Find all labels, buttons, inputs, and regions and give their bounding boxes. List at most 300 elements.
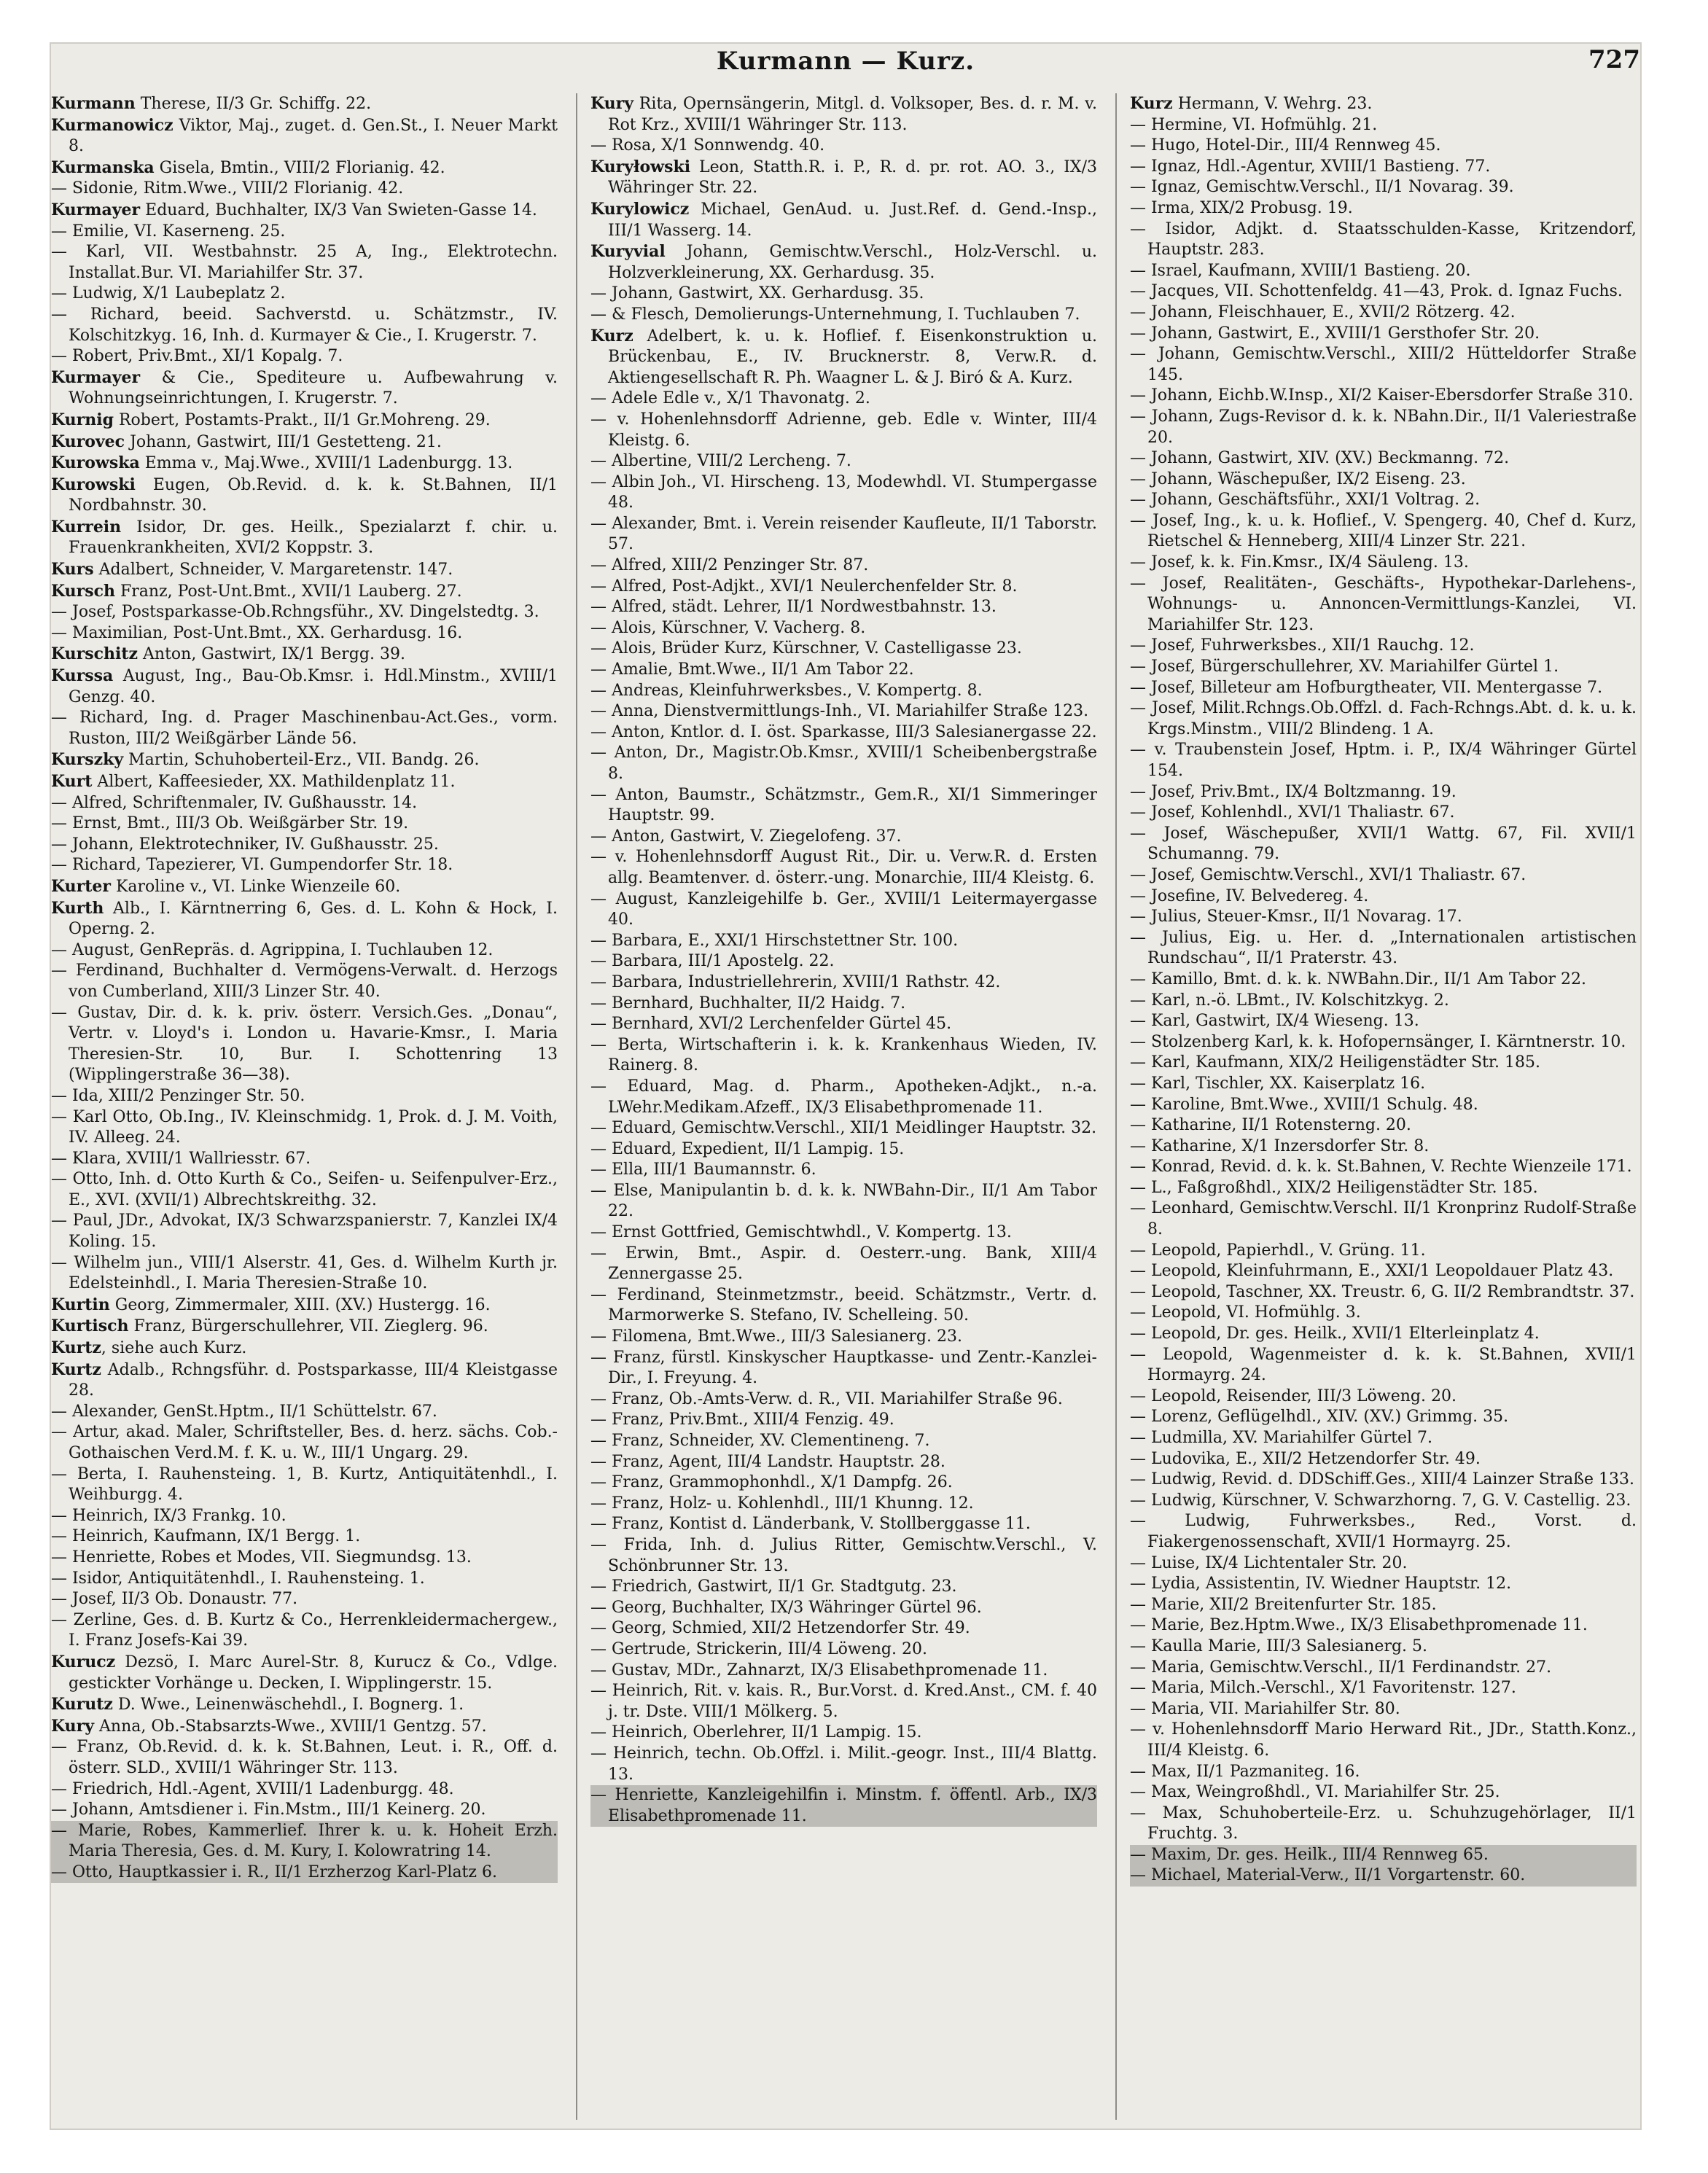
- entry-text: — v. Hohenlehnsdorff Adrienne, geb. Edle v. Winter, III/4 Kleistg. 6.: [590, 410, 1097, 450]
- entry-text: — Maxim, Dr. ges. Heilk., III/4 Rennweg 65.: [1130, 1845, 1489, 1864]
- directory-entry: [590, 827, 1097, 848]
- column-divider: [1115, 93, 1117, 2120]
- entry-text: — Ferdinand, Steinmetzmstr., beeid. Schätzmstr., Vertr. d. Marmorwerke S. Stefano, IV. Schelleing. 50.: [590, 1285, 1097, 1325]
- entry-surname: Kurssa: [51, 666, 114, 686]
- directory-entry: [590, 199, 1097, 241]
- directory-entry: [590, 472, 1097, 514]
- entry-text: — Julius, Eig. u. Her. d. „Internationalen artistischen Rundschau“, II/1 Praterstr. 43.: [1130, 928, 1637, 968]
- directory-entry: [590, 972, 1097, 994]
- entry-text: — Ella, III/1 Baumannstr. 6.: [590, 1160, 816, 1179]
- directory-entry: [1130, 448, 1637, 469]
- entry-text: — Johann, Geschäftsführ., XXI/1 Voltrag. 2.: [1130, 491, 1481, 510]
- entry-text: — Henriette, Robes et Modes, VII. Siegmundsg. 13.: [51, 1548, 472, 1567]
- entry-text: — Amalie, Bmt.Wwe., II/1 Am Tabor 22.: [590, 660, 914, 679]
- entry-text: — Eduard, Expedient, II/1 Lampig. 15.: [590, 1139, 905, 1158]
- entry-text: — Alois, Brüder Kurz, Kürschner, V. Castelligasse 23.: [590, 639, 1022, 658]
- directory-entry: [1130, 803, 1637, 824]
- entry-text: — Georg, Schmied, XII/2 Hetzendorfer Str. 49.: [590, 1619, 970, 1638]
- directory-entry: [1130, 1720, 1637, 1761]
- entry-surname: Kurucz: [51, 1652, 116, 1671]
- entry-text: Georg, Zimmermaler, XIII. (XV.) Hustergg. 16.: [109, 1295, 491, 1314]
- entry-text: — v. Traubenstein Josef, Hptm. i. P., IX/4 Währinger Gürtel 154.: [1130, 741, 1637, 780]
- directory-entry: [590, 136, 1097, 157]
- directory-entry: [1130, 865, 1637, 886]
- entry-text: Leon, Statth.R. i. P., R. d. pr. rot. AO. 3., IX/3 Währinger Str. 22.: [608, 157, 1097, 198]
- entry-text: — Berta, I. Rauhensteing. 1, B. Kurtz, Antiquitätenhdl., I. Weihburgg. 4.: [51, 1464, 558, 1505]
- directory-entry: [51, 940, 558, 961]
- directory-entry: [590, 660, 1097, 681]
- entry-text: Adalb., Rchngsführ. d. Postsparkasse, III/4 Kleistgasse 28.: [69, 1360, 558, 1400]
- entry-surname: Kuryłowski: [590, 157, 691, 176]
- directory-entry: [1130, 1803, 1637, 1845]
- directory-entry: [590, 1348, 1097, 1389]
- directory-entry: [51, 346, 558, 367]
- entry-text: — Josefine, IV. Belvedereg. 4.: [1130, 886, 1369, 905]
- entry-text: — Josef, Realitäten-, Geschäfts-, Hypothekar-Darlehens-, Wohnungs- u. Annoncen-Vermittlungs-Kanzlei, VI. Mariahilfer Str. 123.: [1130, 574, 1637, 634]
- directory-entry: [1130, 1074, 1637, 1095]
- directory-entry: [51, 602, 558, 623]
- directory-entry: [1130, 782, 1637, 803]
- entry-text: Albert, Kaffeesieder, XX. Mathildenplatz 11.: [92, 773, 456, 791]
- directory-entry: [1130, 1678, 1637, 1699]
- entry-text: — Maria, Milch.-Verschl., X/1 Favoritenstr. 127.: [1130, 1679, 1516, 1698]
- directory-entry: [51, 93, 558, 115]
- directory-entry: [590, 597, 1097, 618]
- entry-text: Robert, Postamts-Prakt., II/1 Gr.Mohreng. 29.: [113, 410, 491, 429]
- directory-entry: [1130, 1282, 1637, 1303]
- directory-entry: [590, 555, 1097, 577]
- entry-text: Eduard, Buchhalter, IX/3 Van Swieten-Gasse 14.: [140, 200, 537, 219]
- directory-entry: [51, 179, 558, 200]
- entry-text: — Josef, Priv.Bmt., IX/4 Boltzmanng. 19.: [1130, 782, 1457, 801]
- directory-entry: [590, 1785, 1097, 1827]
- directory-entry: [1130, 1261, 1637, 1282]
- directory-entry: [590, 1160, 1097, 1181]
- directory-entry: [1130, 324, 1637, 345]
- entry-text: — Lorenz, Geflügelhdl., XIV. (XV.) Grimmg. 35.: [1130, 1408, 1509, 1427]
- directory-entry: [590, 722, 1097, 744]
- directory-entry: [51, 814, 558, 835]
- directory-entry: [51, 771, 558, 793]
- directory-entry: [590, 1639, 1097, 1661]
- directory-entry: [1130, 344, 1637, 386]
- entry-text: — Johann, Gemischtw.Verschl., XIII/2 Hütteldorfer Straße 145.: [1130, 345, 1637, 384]
- entry-text: — Ludwig, X/1 Laubeplatz 2.: [51, 284, 286, 303]
- entry-text: — Rosa, X/1 Sonnwendg. 40.: [590, 136, 825, 155]
- directory-entry: [51, 1694, 558, 1716]
- directory-entry: [51, 855, 558, 876]
- entry-surname: Kurszky: [51, 750, 124, 770]
- directory-entry: [590, 1681, 1097, 1723]
- directory-entry: [1130, 219, 1637, 261]
- entry-text: — Barbara, III/1 Apostelg. 22.: [590, 952, 835, 971]
- directory-entry: [1130, 1658, 1637, 1679]
- directory-entry: [590, 1139, 1097, 1160]
- directory-entry: [51, 666, 558, 708]
- directory-entry: [1130, 1782, 1637, 1803]
- directory-entry: [590, 410, 1097, 451]
- entry-text: Anton, Gastwirt, IX/1 Bergg. 39.: [138, 645, 405, 664]
- entry-text: , siehe auch Kurz.: [101, 1339, 247, 1358]
- directory-entry: [590, 241, 1097, 284]
- entry-text: — Leopold, VI. Hofmühlg. 3.: [1130, 1303, 1361, 1322]
- entry-text: — Zerline, Ges. d. B. Kurtz & Co., Herrenkleidermachergew., I. Franz Josefs-Kai 39.: [51, 1610, 558, 1650]
- entry-text: — Alfred, XIII/2 Penzinger Str. 87.: [590, 556, 869, 575]
- directory-entry: [1130, 511, 1637, 553]
- entry-text: Johann, Gemischtw.Verschl., Holz-Verschl. u. Holzverkleinerung, XX. Gerhardusg. 35.: [608, 243, 1097, 282]
- entry-text: — Maria, Gemischtw.Verschl., II/1 Ferdinandstr. 27.: [1130, 1658, 1552, 1677]
- column-divider: [576, 93, 577, 2120]
- directory-entry: [51, 1211, 558, 1252]
- directory-entry: [51, 1526, 558, 1548]
- directory-entry: [590, 514, 1097, 555]
- entry-text: — Leonhard, Gemischtw.Verschl. II/1 Kronprinz Rudolf-Straße 8.: [1130, 1199, 1637, 1239]
- directory-entry: [590, 1744, 1097, 1785]
- directory-entry: [1130, 303, 1637, 324]
- entry-text: — Franz, fürstl. Kinskyscher Hauptkasse- und Zentr.-Kanzlei-Dir., I. Freyung. 4.: [590, 1348, 1097, 1388]
- entry-text: — Hermine, VI. Hofmühlg. 21.: [1130, 115, 1378, 134]
- directory-entry: [1130, 657, 1637, 678]
- directory-entry: [51, 305, 558, 346]
- entry-text: — Maria, VII. Mariahilfer Str. 80.: [1130, 1699, 1400, 1718]
- entry-text: — Jacques, VII. Schottenfeldg. 41—43, Prok. d. Ignaz Fuchs.: [1130, 282, 1623, 301]
- entry-text: — Gertrude, Strickerin, III/4 Löweng. 20.: [590, 1639, 927, 1658]
- directory-entry: [51, 581, 558, 603]
- entry-text: — Kamillo, Bmt. d. k. k. NWBahn.Dir., II/1 Am Tabor 22.: [1130, 970, 1586, 988]
- entry-text: — Artur, akad. Maler, Schriftsteller, Bes. d. herz. sächs. Cob.-Gothaischen Verd.M. f. K. u. W., III/1 Ungarg. 29.: [51, 1423, 558, 1462]
- entry-text: — Heinrich, techn. Ob.Offzl. i. Milit.-geogr. Inst., III/4 Blattg. 13.: [590, 1744, 1097, 1784]
- directory-entry: [1130, 490, 1637, 511]
- directory-entry: [590, 931, 1097, 952]
- entry-text: — Max, Weingroßhdl., VI. Mariahilfer Str. 25.: [1130, 1783, 1500, 1802]
- entry-text: — Karl, Gastwirt, IX/4 Wieseng. 13.: [1130, 1012, 1419, 1031]
- entry-text: — Marie, XII/2 Breitenfurter Str. 185.: [1130, 1595, 1437, 1614]
- entry-surname: Kurowski: [51, 475, 136, 494]
- entry-text: D. Wwe., Leinenwäschehdl., I. Bognerg. 1.: [112, 1696, 464, 1714]
- directory-entry: [51, 1610, 558, 1652]
- entry-text: — Wilhelm jun., VIII/1 Alserstr. 41, Ges. d. Wilhelm Kurth jr. Edelsteinhdl., I. Maria Theresien-Straße 10.: [51, 1253, 558, 1293]
- entry-text: — Albertine, VIII/2 Lercheng. 7.: [590, 452, 851, 471]
- directory-entry: [51, 1253, 558, 1295]
- directory-entry: [1130, 177, 1637, 198]
- entry-text: Gisela, Bmtin., VIII/2 Florianig. 42.: [154, 158, 445, 177]
- directory-entry: [590, 1181, 1097, 1222]
- directory-entry: [1130, 1136, 1637, 1158]
- directory-entry: [51, 115, 558, 157]
- directory-entry: [1130, 1449, 1637, 1470]
- directory-entry: [1130, 886, 1637, 908]
- entry-text: — Ludwig, Revid. d. DDSchiff.Ges., XIII/4 Lainzer Straße 133.: [1130, 1470, 1634, 1489]
- entry-text: — Josef, Milit.Rchngs.Ob.Offzl. d. Fach-Rchngs.Abt. d. k. u. k. Krgs.Minstm., VIII/2 Blindeng. 1 A.: [1130, 699, 1637, 738]
- entry-text: — Anton, Dr., Magistr.Ob.Kmsr., XVIII/1 Scheibenbergstraße 8.: [590, 744, 1097, 783]
- directory-entry: [590, 1431, 1097, 1452]
- running-head: Kurmann — Kurz.: [716, 47, 975, 76]
- entry-surname: Kurtin: [51, 1295, 110, 1314]
- directory-entry: [1130, 1428, 1637, 1449]
- directory-entry: [590, 1118, 1097, 1139]
- entry-text: — Ludmilla, XV. Mariahilfer Gürtel 7.: [1130, 1429, 1432, 1447]
- entry-surname: Kurmanowicz: [51, 115, 173, 135]
- directory-entry: [590, 577, 1097, 598]
- directory-entry: [51, 157, 558, 179]
- entry-text: Michael, GenAud. u. Just.Ref. d. Gend.-Insp., III/1 Wasserg. 14.: [608, 200, 1097, 240]
- directory-entry: [51, 475, 558, 517]
- entry-text: Isidor, Dr. ges. Heilk., Spezialarzt f. chir. u. Frauenkrankheiten, XVI/2 Koppstr. 3.: [69, 518, 558, 558]
- entry-text: — Otto, Inh. d. Otto Kurth & Co., Seifen- u. Seifenpulver-Erz., E., XVI. (XVII/1) Albrechtskreithg. 32.: [51, 1170, 558, 1209]
- directory-entry: [51, 1359, 558, 1402]
- column-1: [51, 93, 558, 2120]
- directory-entry: [51, 1506, 558, 1527]
- directory-entry: [51, 1003, 558, 1086]
- entry-text: — Irma, XIX/2 Probusg. 19.: [1130, 198, 1353, 217]
- entry-surname: Kurmayer: [51, 200, 141, 219]
- directory-entry: [1130, 740, 1637, 781]
- entry-text: Martin, Schuhoberteil-Erz., VII. Bandg. 26.: [123, 751, 480, 770]
- entry-text: — Josef, Billeteur am Hofburgtheater, VII. Mentergasse 7.: [1130, 678, 1603, 697]
- entry-text: — Karl, n.-ö. LBmt., IV. Kolschitzkyg. 2.: [1130, 991, 1449, 1010]
- directory-entry: [590, 1014, 1097, 1035]
- entry-text: — Franz, Schneider, XV. Clementineng. 7.: [590, 1432, 930, 1450]
- entry-surname: Kurowska: [51, 453, 140, 473]
- directory-entry: [590, 93, 1097, 136]
- directory-entry: [1130, 1491, 1637, 1512]
- directory-entry: [51, 1295, 558, 1316]
- directory-entry: [590, 1244, 1097, 1285]
- entry-text: — Isidor, Antiquitätenhdl., I. Rauhensteing. 1.: [51, 1569, 425, 1588]
- directory-entry: [51, 1589, 558, 1610]
- directory-entry: [1130, 1386, 1637, 1408]
- entry-text: — Gustav, MDr., Zahnarzt, IX/3 Elisabethpromenade 11.: [590, 1661, 1048, 1680]
- entry-text: — Franz, Agent, III/4 Landstr. Hauptstr. 28.: [590, 1452, 945, 1471]
- directory-entry: [1130, 1865, 1637, 1887]
- entry-text: — Richard, beeid. Sachverstd. u. Schätzmstr., IV. Kolschitzkyg. 16, Inh. d. Kurmayer & Cie., I. Krugerstr. 7.: [51, 305, 558, 345]
- directory-entry: [1130, 1511, 1637, 1553]
- directory-entry: [1130, 636, 1637, 657]
- entry-text: Karoline v., VI. Linke Wienzeile 60.: [110, 877, 401, 896]
- directory-entry: [51, 410, 558, 432]
- entry-surname: Kurz: [590, 326, 633, 346]
- entry-text: — Franz, Kontist d. Länderbank, V. Stollberggasse 11.: [590, 1515, 1031, 1534]
- directory-entry: [51, 1716, 558, 1738]
- directory-entry: [1130, 991, 1637, 1012]
- entry-text: — Georg, Buchhalter, IX/3 Währinger Gürtel 96.: [590, 1598, 982, 1617]
- entry-text: — Konrad, Revid. d. k. k. St.Bahnen, V. Rechte Wienzeile 171.: [1130, 1158, 1632, 1177]
- entry-text: — L., Faßgroßhdl., XIX/2 Heiligenstädter Str. 185.: [1130, 1178, 1538, 1197]
- entry-text: — Franz, Holz- u. Kohlenhdl., III/1 Khunng. 12.: [590, 1494, 974, 1513]
- directory-entry: [590, 1077, 1097, 1118]
- directory-entry: [1130, 678, 1637, 699]
- directory-entry: [51, 644, 558, 666]
- directory-entry: [590, 1472, 1097, 1494]
- directory-entry: [590, 1222, 1097, 1244]
- entry-text: Franz, Post-Unt.Bmt., XVII/1 Lauberg. 27.: [115, 582, 462, 601]
- directory-entry: [1130, 1345, 1637, 1386]
- directory-entry: [1130, 1095, 1637, 1116]
- entry-text: — Marie, Bez.Hptm.Wwe., IX/3 Elisabethpromenade 11.: [1130, 1616, 1588, 1635]
- entry-text: — Katharine, X/1 Inzersdorfer Str. 8.: [1130, 1136, 1430, 1155]
- directory-entry: [1130, 386, 1637, 407]
- entry-surname: Kurschitz: [51, 644, 139, 664]
- entry-text: — Ignaz, Hdl.-Agentur, XVIII/1 Bastieng. 77.: [1130, 157, 1491, 176]
- entry-text: — Johann, Wäschepußer, IX/2 Eiseng. 23.: [1130, 469, 1466, 488]
- directory-entry: [590, 1410, 1097, 1431]
- directory-entry: [590, 305, 1097, 326]
- directory-entry: [1130, 157, 1637, 178]
- directory-entry: [51, 1548, 558, 1569]
- directory-entry: [1130, 1762, 1637, 1783]
- entry-text: — Josef, k. k. Fin.Kmsr., IX/4 Säuleng. 13.: [1130, 553, 1469, 572]
- entry-text: — Paul, JDr., Advokat, IX/3 Schwarzspanierstr. 7, Kanzlei IX/4 Koling. 15.: [51, 1212, 558, 1252]
- directory-entry: [51, 1338, 558, 1359]
- entry-text: — Anna, Dienstvermittlungs-Inh., VI. Mariahilfer Straße 123.: [590, 702, 1089, 721]
- column-2: [590, 93, 1097, 2120]
- directory-entry: [51, 835, 558, 856]
- entry-surname: Kury: [51, 1716, 95, 1736]
- entry-text: — Leopold, Wagenmeister d. k. k. St.Bahnen, XVII/1 Hormayrg. 24.: [1130, 1345, 1637, 1385]
- directory-entry: [51, 708, 558, 749]
- entry-text: — Josef, Kohlenhdl., XVI/1 Thaliastr. 67.: [1130, 803, 1455, 822]
- directory-entry: [51, 1652, 558, 1694]
- directory-entry: [51, 1779, 558, 1801]
- entry-text: — August, Kanzleigehilfe b. Ger., XVIII/1 Leitermayergasse 40.: [590, 889, 1097, 929]
- directory-entry: [51, 367, 558, 410]
- directory-entry: [1130, 281, 1637, 303]
- entry-text: — Luise, IX/4 Lichtentaler Str. 20.: [1130, 1553, 1408, 1572]
- entry-text: — Josef, Fuhrwerksbes., XII/1 Rauchg. 12.: [1130, 636, 1475, 655]
- entry-text: — Heinrich, IX/3 Frankg. 10.: [51, 1506, 286, 1525]
- entry-text: — Marie, Robes, Kammerlief. Ihrer k. u. k. Hoheit Erzh. Maria Theresia, Ges. d. M. Kury, I. Kolowratring 14.: [51, 1821, 558, 1861]
- directory-entry: [1130, 1303, 1637, 1324]
- directory-entry: [590, 1035, 1097, 1077]
- directory-entry: [51, 793, 558, 814]
- entry-text: Viktor, Maj., zuget. d. Gen.St., I. Neuer Markt 8.: [69, 116, 558, 156]
- entry-text: — Frida, Inh. d. Julius Ritter, Gemischtw.Verschl., V. Schönbrunner Str. 13.: [590, 1535, 1097, 1575]
- directory-entry: [1130, 1574, 1637, 1595]
- directory-entry: [1130, 1470, 1637, 1491]
- entry-text: — Leopold, Taschner, XX. Treustr. 6, G. II/2 Rembrandtstr. 37.: [1130, 1282, 1635, 1301]
- entry-surname: Kurylowicz: [590, 199, 690, 219]
- entry-surname: Kurtz: [51, 1338, 101, 1358]
- entry-text: — Johann, Amtsdiener i. Fin.Mstm., III/1 Keinerg. 20.: [51, 1801, 486, 1819]
- directory-entry: [51, 1149, 558, 1170]
- entry-text: — Michael, Material-Verw., II/1 Vorgartenstr. 60.: [1130, 1866, 1526, 1885]
- directory-entry: [1130, 1115, 1637, 1136]
- directory-entry: [1130, 1241, 1637, 1262]
- entry-text: — Eduard, Gemischtw.Verschl., XII/1 Meidlinger Hauptstr. 32.: [590, 1119, 1097, 1138]
- directory-entry: [590, 326, 1097, 389]
- entry-surname: Kurz: [1130, 94, 1173, 113]
- directory-entry: [1130, 1157, 1637, 1178]
- directory-entry: [590, 743, 1097, 784]
- directory-entry: [51, 749, 558, 771]
- directory-entry: [590, 1535, 1097, 1577]
- entry-text: — Barbara, E., XXI/1 Hirschstettner Str. 100.: [590, 931, 959, 950]
- directory-entry: [1130, 698, 1637, 740]
- entry-surname: Kury: [590, 94, 634, 113]
- directory-entry: [1130, 261, 1637, 282]
- entry-text: — Robert, Priv.Bmt., XI/1 Kopalg. 7.: [51, 347, 343, 366]
- directory-entry: [1130, 1595, 1637, 1616]
- directory-entry: [1130, 1615, 1637, 1636]
- entry-text: — Stolzenberg Karl, k. k. Hofopernsänger, I. Kärntnerstr. 10.: [1130, 1032, 1626, 1051]
- directory-entry: [1130, 1324, 1637, 1345]
- entry-surname: Kurth: [51, 898, 104, 918]
- entry-text: — Isidor, Adjkt. d. Staatsschulden-Kasse, Kritzendorf, Hauptstr. 283.: [1130, 219, 1637, 260]
- directory-entry: [590, 451, 1097, 472]
- entry-text: — Gustav, Dir. d. k. k. priv. österr. Versich.Ges. „Donau“, Vertr. v. Lloyd's i. London u. Havarie-Kmsr., I. Maria Theresien-Str. 10, Bur. I. Schottenring 13 (Wipplingerstraße 36—38).: [51, 1003, 558, 1085]
- entry-text: Alb., I. Kärntnerring 6, Ges. d. L. Kohn & Hock, I. Operng. 2.: [69, 899, 558, 939]
- entry-surname: Kurmann: [51, 94, 136, 113]
- directory-entry: [590, 994, 1097, 1015]
- entry-text: — Ludwig, Kürschner, V. Schwarzhorng. 7, G. V. Castellig. 23.: [1130, 1491, 1631, 1510]
- entry-text: Eugen, Ob.Revid. d. k. k. St.Bahnen, II/1 Nordbahnstr. 30.: [69, 475, 558, 515]
- directory-entry: [51, 1169, 558, 1211]
- directory-entry: [590, 847, 1097, 889]
- directory-entry: [590, 618, 1097, 639]
- directory-entry: [51, 1569, 558, 1590]
- entry-text: — Julius, Steuer-Kmsr., II/1 Novarag. 17.: [1130, 908, 1462, 926]
- entry-text: — Alfred, Schriftenmaler, IV. Gußhausstr. 14.: [51, 793, 418, 812]
- directory-entry: [590, 1494, 1097, 1515]
- entry-text: — Johann, Gastwirt, E., XVIII/1 Gersthofer Str. 20.: [1130, 324, 1540, 343]
- directory-entry: [590, 1514, 1097, 1535]
- directory-entry: [51, 222, 558, 243]
- entry-text: Dezsö, I. Marc Aurel-Str. 8, Kurucz & Co., Vdlge. gestickter Vorhänge u. Decken, I. Wipplingerstr. 15.: [69, 1653, 558, 1693]
- entry-text: — August, GenRepräs. d. Agrippina, I. Tuchlauben 12.: [51, 940, 494, 959]
- directory-entry: [51, 898, 558, 940]
- entry-text: — Ernst, Bmt., III/3 Ob. Weißgärber Str. 19.: [51, 814, 409, 833]
- entry-text: — Karl Otto, Ob.Ing., IV. Kleinschmidg. 1, Prok. d. J. M. Voith, IV. Alleeg. 24.: [51, 1107, 558, 1147]
- directory-entry: [590, 1327, 1097, 1348]
- directory-entry: [51, 1316, 558, 1338]
- entry-text: — Friedrich, Gastwirt, II/1 Gr. Stadtgutg. 23.: [590, 1577, 957, 1596]
- directory-entry: [590, 1618, 1097, 1639]
- entry-text: Hermann, V. Wehrg. 23.: [1172, 95, 1373, 113]
- entry-text: — Johann, Zugs-Revisor d. k. k. NBahn.Dir., II/1 Valeriestraße 20.: [1130, 407, 1637, 447]
- entry-text: — Josef, Postsparkasse-Ob.Rchngsführ., XV. Dingelstedtg. 3.: [51, 603, 539, 622]
- directory-entry: [1130, 407, 1637, 448]
- entry-surname: Kurmayer: [51, 367, 141, 387]
- directory-entry: [51, 1107, 558, 1149]
- entry-text: — Johann, Fleischhauer, E., XVII/2 Rötzerg. 42.: [1130, 303, 1516, 321]
- entry-text: — Alfred, städt. Lehrer, II/1 Nordwestbahnstr. 13.: [590, 598, 997, 617]
- directory-entry: [590, 681, 1097, 702]
- entry-text: — Richard, Ing. d. Prager Maschinenbau-Act.Ges., vorm. Ruston, III/2 Weißgärber Lände 56.: [51, 709, 558, 748]
- directory-entry: [51, 200, 558, 222]
- entry-text: Johann, Gastwirt, III/1 Gestetteng. 21.: [125, 432, 442, 451]
- entry-text: — Josef, Gemischtw.Verschl., XVI/1 Thaliastr. 67.: [1130, 865, 1526, 884]
- directory-entry: [590, 701, 1097, 722]
- entry-text: — Josef, II/3 Ob. Donaustr. 77.: [51, 1590, 298, 1609]
- entry-text: — Heinrich, Kaufmann, IX/1 Bergg. 1.: [51, 1527, 361, 1546]
- directory-entry: [1130, 1636, 1637, 1658]
- entry-text: — Leopold, Reisender, III/3 Löweng. 20.: [1130, 1386, 1457, 1405]
- entry-text: Therese, II/3 Gr. Schiffg. 22.: [135, 95, 372, 113]
- directory-entry: [51, 876, 558, 898]
- entry-text: — Josef, Bürgerschullehrer, XV. Mariahilfer Gürtel 1.: [1130, 658, 1559, 676]
- entry-text: — Heinrich, Oberlehrer, II/1 Lampig. 15.: [590, 1723, 922, 1742]
- entry-text: — Lydia, Assistentin, IV. Wiedner Hauptstr. 12.: [1130, 1575, 1512, 1593]
- directory-entry: [1130, 93, 1637, 115]
- directory-entry: [1130, 970, 1637, 991]
- directory-entry: [51, 432, 558, 453]
- directory-entry: [51, 1402, 558, 1423]
- entry-text: — Franz, Priv.Bmt., XIII/4 Fenzig. 49.: [590, 1411, 894, 1429]
- directory-entry: [590, 639, 1097, 660]
- directory-entry: [590, 1661, 1097, 1682]
- entry-text: — Ignaz, Gemischtw.Verschl., II/1 Novarag. 39.: [1130, 178, 1514, 197]
- directory-entry: [1130, 1407, 1637, 1428]
